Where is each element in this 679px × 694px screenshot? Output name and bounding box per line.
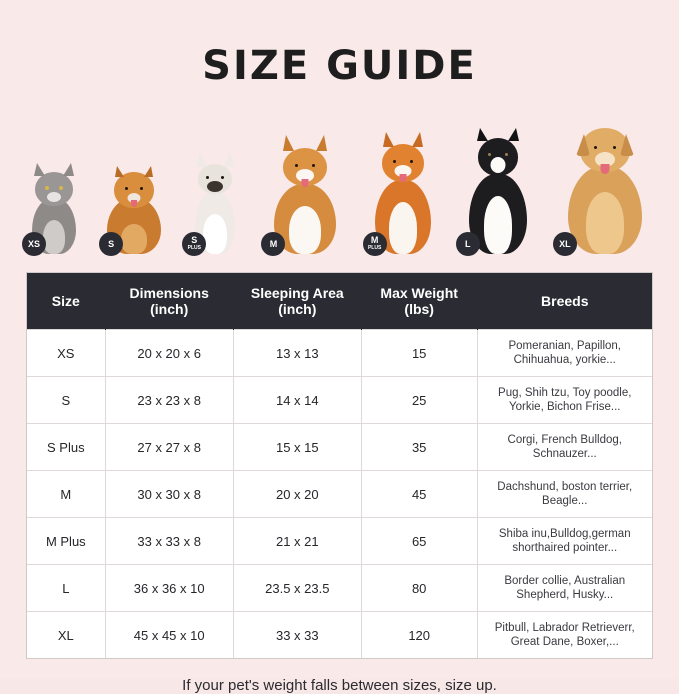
size-table-container — [26, 272, 653, 659]
badge-label: M — [370, 235, 379, 245]
header-line: Dimensions — [129, 285, 209, 301]
pet-m — [265, 109, 345, 254]
table-header-row — [27, 273, 652, 330]
badge-label: S — [191, 235, 198, 245]
cat-illustration — [26, 168, 82, 254]
cell-max-weight: 35 — [361, 424, 477, 471]
cell-sleeping-area: 33 x 33 — [233, 612, 361, 659]
table-row — [27, 518, 652, 565]
column-header-max-weight — [361, 273, 477, 330]
badge-label: XL — [559, 239, 571, 249]
column-header-size — [27, 273, 105, 330]
header-line: (lbs) — [404, 301, 434, 317]
header-line: Sleeping Area — [250, 285, 344, 301]
cell-breeds: Pug, Shih tzu, Toy poodle, Yorkie, Bichon Frise... — [477, 377, 652, 424]
badge-m-plus — [363, 232, 387, 256]
cell-size: XL — [27, 612, 105, 659]
pomeranian-illustration — [103, 170, 165, 254]
table-header — [27, 273, 652, 330]
cell-breeds: Shiba inu,Bulldog,german shorthaired pointer... — [477, 518, 652, 565]
header-line: Breeds — [541, 293, 589, 309]
pet-s-plus — [186, 109, 244, 254]
cell-max-weight: 45 — [361, 471, 477, 518]
cell-size: L — [27, 565, 105, 612]
pet-xl — [557, 109, 653, 254]
french-bulldog-illustration — [186, 158, 244, 254]
page-title: SIZE GUIDE — [202, 43, 477, 89]
cell-breeds: Corgi, French Bulldog, Schnauzer... — [477, 424, 652, 471]
shiba-inu-illustration — [367, 142, 439, 254]
table-row — [27, 424, 652, 471]
cell-dimensions: 20 x 20 x 6 — [105, 330, 233, 377]
border-collie-illustration — [460, 136, 536, 254]
pet-xs — [26, 109, 82, 254]
cell-sleeping-area: 20 x 20 — [233, 471, 361, 518]
cell-sleeping-area: 21 x 21 — [233, 518, 361, 565]
table-row — [27, 565, 652, 612]
badge-xl — [553, 232, 577, 256]
cell-dimensions: 30 x 30 x 8 — [105, 471, 233, 518]
cell-dimensions: 36 x 36 x 10 — [105, 565, 233, 612]
badge-label: XS — [27, 239, 40, 249]
cell-dimensions: 45 x 45 x 10 — [105, 612, 233, 659]
table-row — [27, 471, 652, 518]
corgi-illustration — [265, 146, 345, 254]
cell-breeds: Pomeranian, Papillon, Chihuahua, yorkie... — [477, 330, 652, 377]
badge-label: S — [108, 239, 115, 249]
cell-dimensions: 33 x 33 x 8 — [105, 518, 233, 565]
column-header-dimensions — [105, 273, 233, 330]
badge-sublabel: PLUS — [367, 245, 382, 251]
cell-size: M — [27, 471, 105, 518]
cell-max-weight: 120 — [361, 612, 477, 659]
golden-retriever-illustration — [557, 126, 653, 254]
cell-dimensions: 27 x 27 x 8 — [105, 424, 233, 471]
footnote: If your pet's weight falls between sizes, size up. — [182, 677, 497, 694]
cell-size: S — [27, 377, 105, 424]
cell-breeds: Dachshund, boston terrier, Beagle... — [477, 471, 652, 518]
badge-l — [456, 232, 480, 256]
cell-max-weight: 80 — [361, 565, 477, 612]
header-line: (inch) — [278, 301, 317, 317]
table-row — [27, 377, 652, 424]
pet-illustration-row — [26, 109, 653, 254]
pet-s — [103, 109, 165, 254]
cell-breeds: Border collie, Australian Shepherd, Husky... — [477, 565, 652, 612]
cell-max-weight: 25 — [361, 377, 477, 424]
column-header-sleeping-area — [233, 273, 361, 330]
badge-s — [99, 232, 123, 256]
cell-breeds: Pitbull, Labrador Retrieverr, Great Dane, Boxer,... — [477, 612, 652, 659]
size-table — [27, 273, 652, 658]
badge-sublabel: PLUS — [187, 245, 201, 251]
cell-sleeping-area: 23.5 x 23.5 — [233, 565, 361, 612]
header-line: Max Weight — [380, 285, 458, 301]
pet-l — [460, 109, 536, 254]
table-row — [27, 612, 652, 659]
header-line: Size — [51, 293, 80, 309]
badge-label: L — [465, 239, 471, 249]
cell-dimensions: 23 x 23 x 8 — [105, 377, 233, 424]
cell-size: S Plus — [27, 424, 105, 471]
badge-xs — [22, 232, 46, 256]
cell-max-weight: 65 — [361, 518, 477, 565]
cell-sleeping-area: 15 x 15 — [233, 424, 361, 471]
table-row — [27, 330, 652, 377]
badge-label: M — [269, 239, 278, 249]
cell-sleeping-area: 14 x 14 — [233, 377, 361, 424]
pet-m-plus — [367, 109, 439, 254]
cell-sleeping-area: 13 x 13 — [233, 330, 361, 377]
cell-size: XS — [27, 330, 105, 377]
column-header-breeds — [477, 273, 652, 330]
table-body — [27, 330, 652, 659]
cell-max-weight: 15 — [361, 330, 477, 377]
header-line: (inch) — [150, 301, 189, 317]
cell-size: M Plus — [27, 518, 105, 565]
